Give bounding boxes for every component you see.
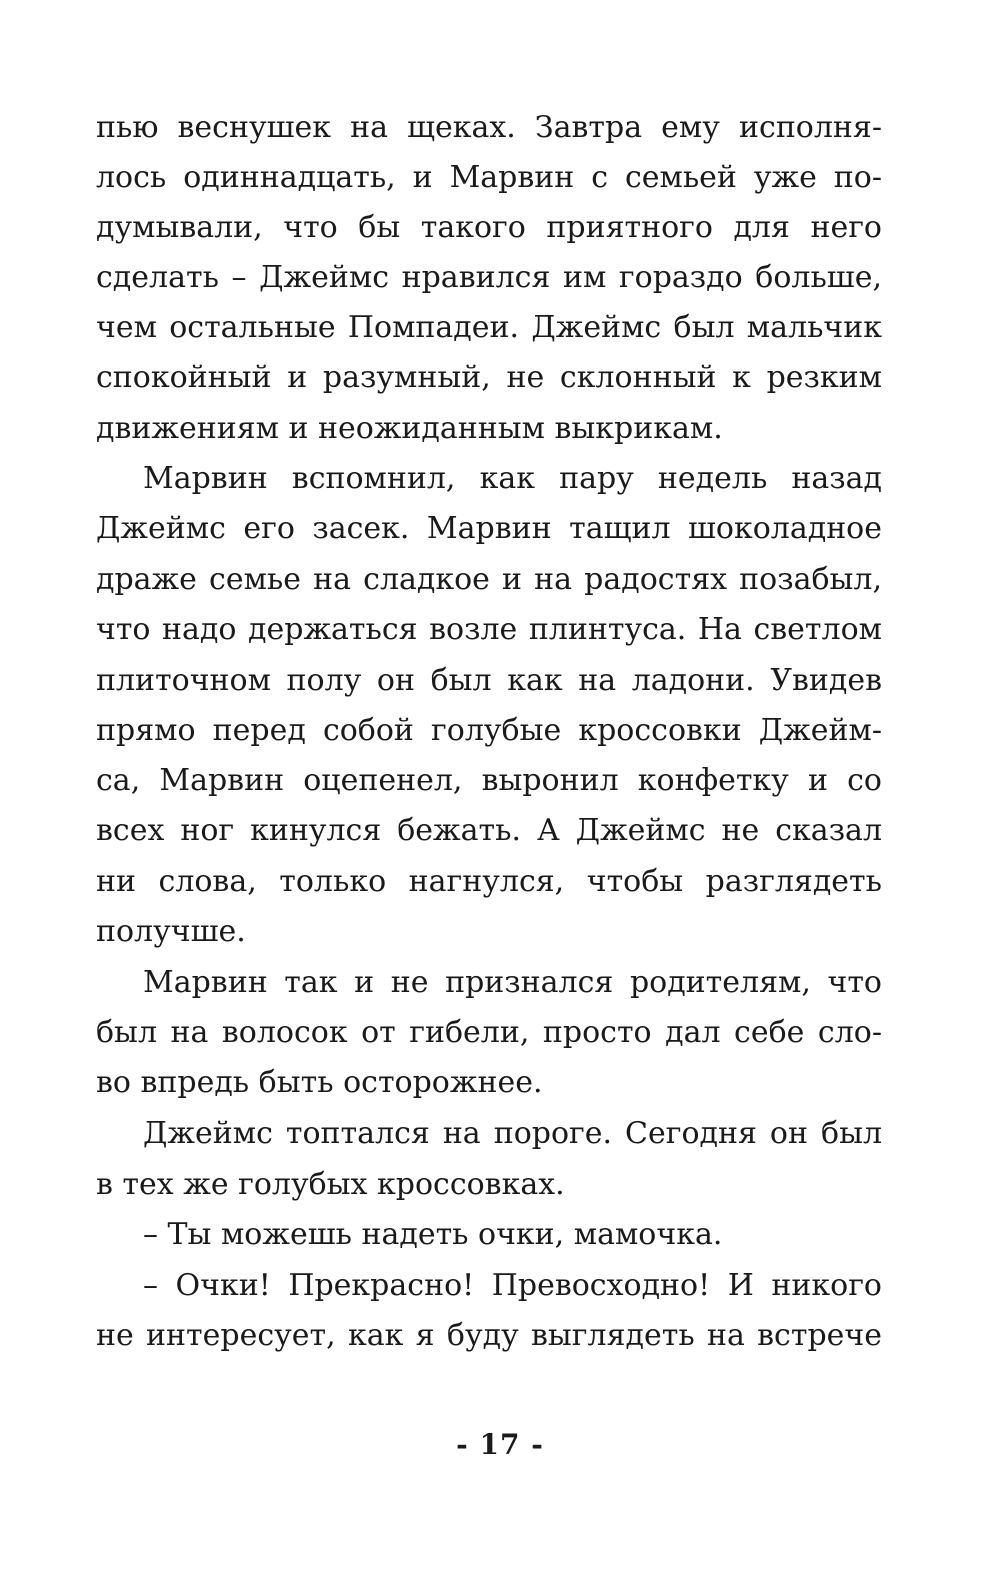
text-line: чем остальные Помпадеи. Джеймс был мальчик (96, 310, 882, 345)
text-line: – Ты можешь надеть очки, мамочка. (143, 1217, 723, 1252)
text-line: в тех же голубых кроссовках. (96, 1167, 565, 1202)
text-line: получше. (96, 914, 246, 949)
text-line: был на волосок от гибели, просто дал себе сло- (96, 1015, 882, 1050)
text-line: Джеймс топтался на пороге. Сегодня он был (143, 1116, 882, 1151)
text-line: – Очки! Прекрасно! Превосходно! И никого (143, 1268, 882, 1303)
text-line: во впредь быть осторожнее. (96, 1065, 543, 1100)
text-line: лось одиннадцать, и Марвин с семьей уже по- (96, 160, 882, 195)
text-line: Марвин вспомнил, как пару недель назад (143, 461, 882, 496)
text-line: спокойный и разумный, не склонный к резким (96, 360, 882, 395)
page-number: - 17 - (456, 1428, 544, 1461)
text-line: прямо перед собой голубые кроссовки Джейм- (96, 713, 882, 748)
text-line: ни слова, только нагнулся, чтобы разглядеть (96, 864, 882, 899)
text-line: плиточном полу он был как на ладони. Увидев (96, 663, 882, 698)
text-line: думывали, что бы такого приятного для него (96, 210, 882, 245)
text-line: что надо держаться возле плинтуса. На светлом (96, 612, 882, 647)
text-line: Марвин так и не признался родителям, что (143, 965, 882, 1000)
text-line: Джеймс его засек. Марвин тащил шоколадное (96, 511, 882, 546)
text-line: сделать – Джеймс нравился им гораздо больше, (96, 260, 882, 295)
text-line: всех ног кинулся бежать. А Джеймс не сказал (96, 813, 882, 848)
text-line: драже семье на сладкое и на радостях позабыл, (96, 562, 882, 597)
text-line: пью веснушек на щеках. Завтра ему исполня- (96, 110, 882, 145)
text-line: не интересует, как я буду выглядеть на встрече (96, 1318, 882, 1353)
text-line: са, Марвин оцепенел, выронил конфетку и со (96, 763, 882, 798)
text-line: движениям и неожиданным выкрикам. (96, 411, 723, 446)
